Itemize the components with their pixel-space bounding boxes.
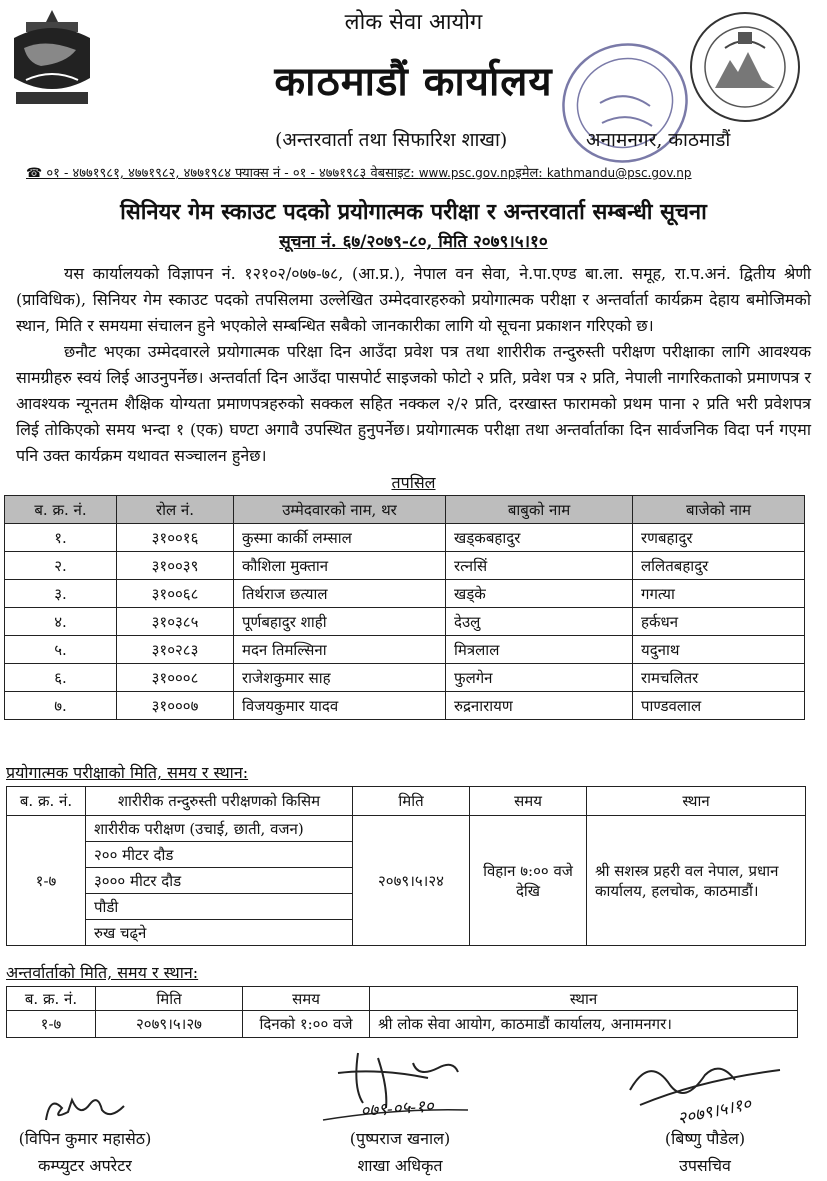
cell-roll: ३१००६८ — [117, 580, 234, 608]
table-row — [5, 664, 805, 692]
email-link[interactable]: kathmandu@psc.gov.np — [546, 166, 692, 180]
cell-test: रुख चढ्ने — [86, 920, 353, 946]
cell-grandfather: यदुनाथ — [633, 636, 805, 664]
org-name: लोक सेवा आयोग — [344, 10, 483, 35]
col-grandfather: बाजेको नाम — [633, 496, 805, 524]
cell-name: पूर्णबहादुर शाही — [234, 608, 446, 636]
cell-sn: ४. — [5, 608, 117, 636]
contact-line — [26, 163, 692, 181]
table-row — [5, 636, 805, 664]
table-row — [7, 1011, 798, 1038]
col-place: स्थान — [370, 987, 798, 1011]
cell-place: श्री लोक सेवा आयोग, काठमाडौं कार्यालय, अनामनगर। — [370, 1011, 798, 1038]
signatory-3-name: (बिष्णु पौडेल) — [664, 1129, 746, 1148]
cell-roll: ३१०००८ — [117, 664, 234, 692]
office-name: काठमाडौं कार्यालय — [274, 58, 553, 105]
cell-sn: १. — [5, 524, 117, 552]
cell-sn: ३. — [5, 580, 117, 608]
col-time: समय — [243, 987, 370, 1011]
cell-name: राजेशकुमार साह — [234, 664, 446, 692]
signatory-1-name: (विपिन कुमार महासेठ) — [18, 1129, 152, 1148]
cell-test: २०० मीटर दौड — [86, 842, 353, 868]
signatory-2-title: शाखा अधिकृत — [357, 1156, 443, 1175]
cell-father: खड्कबहादुर — [446, 524, 633, 552]
col-time: समय — [470, 787, 587, 816]
signature-3-date: २०७९।५।१० — [675, 1094, 754, 1130]
cell-roll: ३१०००७ — [117, 692, 234, 720]
interview-table — [6, 986, 798, 1038]
cell-roll: ३१०३८५ — [117, 608, 234, 636]
notice-title: सिनियर गेम स्काउट पदको प्रयोगात्मक परीक्षा र अन्तरवार्ता सम्बन्धी सूचना — [120, 199, 707, 225]
cell-roll: ३१००३९ — [117, 552, 234, 580]
cell-name: मदन तिमल्सिना — [234, 636, 446, 664]
branch-name: (अन्तरवार्ता तथा सिफारिश शाखा) — [275, 129, 508, 151]
interview-heading: अन्तर्वार्ताको मिति, समय र स्थान: — [6, 963, 199, 982]
cell-father: रुद्रनारायण — [446, 692, 633, 720]
contact-phones: ☎ ०१ - ४७७१९८१, ४७७१९८२, ४७७१९८४ फ्याक्स नं - ०१ - ४७७१९८३ वेबसाइट: — [26, 166, 419, 181]
notice-paragraph-1: यस कार्यालयको विज्ञापन नं. १२१०२/०७७-७८, (आ.प्र.), नेपाल वन सेवा, ने.पा.एण्ड बा.ला. समूह, रा.प.अनं. द्वितीय श्रेणी (प्राविधिक), सिनियर गेम स्काउट पदको तपसिलमा उल्लेखित उम्मेदवारहरुको प्रयोगात्मक परीक्षा र अन्तर्वार्ता कार्यक्रम देहाय बमोजिमको स्थान, मिति र समयमा संचालन हुने भएकोले सम्बन्धित सबैको जानकारीका लागि यो सूचना प्रकाशन गरिएको छ। — [16, 264, 811, 335]
notice-paragraph-2: छनौट भएका उम्मेदवारले प्रयोगात्मक परिक्षा दिन आउँदा प्रवेश पत्र तथा शारीरीक तन्दुरुस्ती परीक्षण परीक्षाका लागि आवश्यक सामग्रीहरु स्वयं लिई आउनुपर्नेछ। अन्तर्वार्ता दिन आउँदा पासपोर्ट साइजको फोटो २ प्रति, प्रवेश पत्र २ प्रति, नेपाली नागरिकताको प्रमाणपत्र र आवश्यक न्यूनतम शैक्षिक योग्यता प्रमाणपत्रहरुको सक्कल सहित नक्कल २/२ प्रति, दरखास्त फारामको प्रथम पाना २ प्रति भरी प्रवेशपत्र लिई तोकिएको समय भन्दा १ (एक) घण्टा अगावै उपस्थित हुनुपर्नेछ। प्रयोगात्मक परीक्षा तथा अन्तर्वार्ताका दिन सार्वजनिक विदा पर्न गएमा पनि उक्त कार्यक्रम यथावत सञ्चालन हुनेछ। — [16, 342, 811, 465]
table-header-row — [7, 987, 798, 1011]
col-date: मिति — [353, 787, 470, 816]
table-row — [5, 608, 805, 636]
cell-father: मित्रलाल — [446, 636, 633, 664]
cell-sn: २. — [5, 552, 117, 580]
cell-roll: ३१०२८३ — [117, 636, 234, 664]
cell-range: १-७ — [7, 816, 86, 946]
signatory-2-name: (पुष्पराज खनाल) — [349, 1129, 451, 1148]
practical-heading: प्रयोगात्मक परीक्षाको मिति, समय र स्थान: — [6, 763, 249, 782]
col-place: स्थान — [587, 787, 806, 816]
practical-table — [6, 786, 806, 946]
office-address: अनामनगर, काठमाडौं — [586, 129, 731, 151]
col-name: उम्मेदवारको नाम, थर — [234, 496, 446, 524]
signature-2-date: ०७९-०५-१० — [359, 1096, 435, 1122]
cell-grandfather: हर्कधन — [633, 608, 805, 636]
cell-grandfather: रणबहादुर — [633, 524, 805, 552]
col-sn: ब. क्र. नं. — [7, 987, 96, 1011]
table-row — [5, 552, 805, 580]
cell-range: १-७ — [7, 1011, 96, 1038]
cell-grandfather: पाण्डवलाल — [633, 692, 805, 720]
cell-name: कुस्मा कार्की लम्साल — [234, 524, 446, 552]
col-roll: रोल नं. — [117, 496, 234, 524]
cell-name: तिर्थराज छत्याल — [234, 580, 446, 608]
cell-father: फुलगेन — [446, 664, 633, 692]
signatory-3-title: उपसचिव — [679, 1156, 731, 1175]
table-row — [5, 524, 805, 552]
email-label: इमेल: — [515, 166, 547, 181]
cell-sn: ५. — [5, 636, 117, 664]
col-sn: ब. क्र. नं. — [5, 496, 117, 524]
cell-father: देउलु — [446, 608, 633, 636]
table-row — [5, 692, 805, 720]
cell-test: ३००० मीटर दौड — [86, 868, 353, 894]
cell-grandfather: गगत्या — [633, 580, 805, 608]
signature-1-icon — [40, 1090, 130, 1130]
cell-date: २०७९।५।२७ — [96, 1011, 243, 1038]
cell-father: रत्नसिं — [446, 552, 633, 580]
col-father: बाबुको नाम — [446, 496, 633, 524]
cell-name: कौशिला मुक्तान — [234, 552, 446, 580]
col-test-type: शारीरीक तन्दुरुस्ती परीक्षणको किसिम — [86, 787, 353, 816]
website-link[interactable]: www.psc.gov.np — [418, 166, 516, 180]
cell-date: २०७९।५।२४ — [353, 816, 470, 946]
cell-name: विजयकुमार यादव — [234, 692, 446, 720]
cell-sn: ७. — [5, 692, 117, 720]
cell-father: खड्के — [446, 580, 633, 608]
col-date: मिति — [96, 987, 243, 1011]
cell-grandfather: ललितबहादुर — [633, 552, 805, 580]
table-header-row — [5, 496, 805, 524]
cell-test: शारीरीक परीक्षण (उचाई, छाती, वजन) — [86, 816, 353, 842]
cell-roll: ३१००१६ — [117, 524, 234, 552]
cell-grandfather: रामचलितर — [633, 664, 805, 692]
cell-sn: ६. — [5, 664, 117, 692]
cell-time: विहान ७:०० वजे देखि — [470, 816, 587, 946]
cell-place: श्री सशस्त्र प्रहरी वल नेपाल, प्रधान कार्यालय, हलचोक, काठमाडौं। — [587, 816, 806, 946]
table-header-row — [7, 787, 806, 816]
notice-number: सूचना नं. ६७/२०७९-८०, मिति २०७९।५।१० — [279, 232, 548, 252]
table-row — [5, 580, 805, 608]
col-sn: ब. क्र. नं. — [7, 787, 86, 816]
cell-time: दिनको १:०० वजे — [243, 1011, 370, 1038]
candidate-list-caption: तपसिल — [391, 473, 436, 492]
signatory-1-title: कम्प्युटर अपरेटर — [38, 1156, 132, 1175]
cell-test: पौडी — [86, 894, 353, 920]
table-row — [7, 816, 806, 842]
candidate-table — [4, 495, 805, 720]
